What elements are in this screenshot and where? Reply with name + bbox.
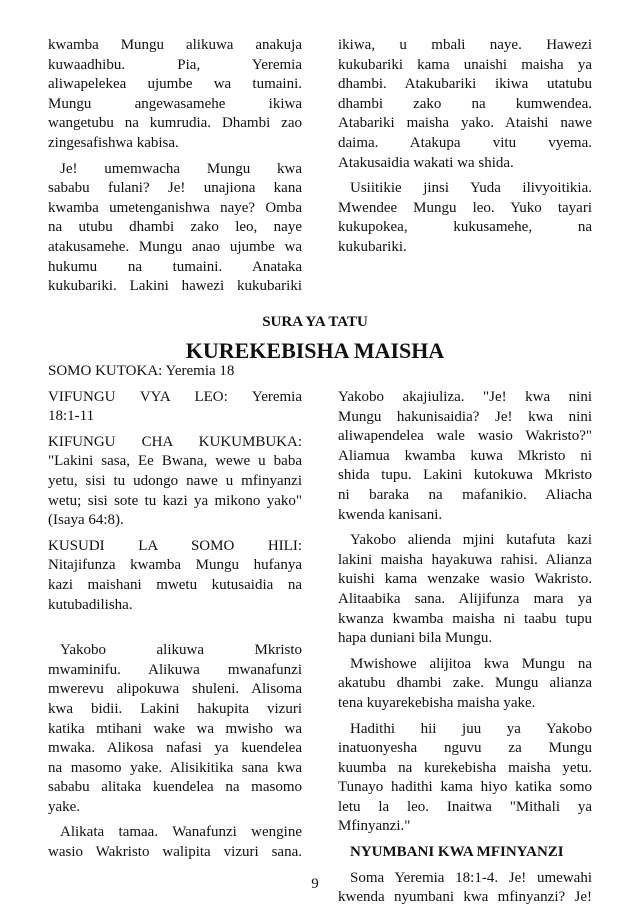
bottom-right-column: [338, 388, 592, 914]
text-line: hukumu na tumaini. Anataka: [48, 258, 302, 275]
top-left-column: [48, 36, 302, 303]
text-line: Hadithi hii juu ya Yakobo: [350, 720, 592, 737]
text-line: kuishi kama wenzake wasio Wakristo.: [338, 571, 592, 588]
text-line: akatubu dhambi zake. Mungu alianza: [338, 675, 592, 692]
text-line: KIFUNGU CHA KUKUMBUKA:: [48, 433, 302, 450]
text-line: Atabariki maisha yako. Ataishi nawe: [338, 115, 592, 132]
text-line: inatuonyesha nguvu za Mungu: [338, 740, 592, 757]
text-line: 18:1-11: [48, 408, 95, 425]
paragraph: [338, 531, 592, 649]
text-line: lakini maisha hayakuwa rahisi. Alianza: [338, 551, 592, 568]
text-line: Mwendee Mungu leo. Yuko tayari: [338, 199, 592, 216]
text-line: zingesafishwa kabisa.: [48, 134, 179, 151]
paragraph: [48, 160, 302, 297]
text-line: Je! umemwacha Mungu kwa: [60, 160, 302, 177]
section-heading: NYUMBANI KWA MFINYANZI: [350, 844, 564, 861]
text-line: Yakobo akajiuliza. "Je! kwa nini: [338, 389, 592, 405]
text-line: aliwapendelea wale wasio Wakristo?": [338, 428, 592, 445]
paragraph: [48, 388, 302, 427]
text-line: kwenda kanisani.: [338, 506, 443, 523]
text-line: Atakusaidia wakati wa shida.: [338, 154, 514, 171]
text-line: yetu, sisi tu udongo nawe u mfinyanzi: [48, 472, 302, 489]
text-line: wangetubu na kumrudia. Dhambi zao: [48, 115, 302, 132]
text-line: "Lakini sasa, Ee Bwana, wewe u baba: [48, 453, 302, 470]
paragraph: [48, 362, 302, 382]
text-line: ni baraka na mafanikio. Aliacha: [338, 486, 592, 503]
text-line: Aliamua kwamba kuwa Mkristo ni: [338, 447, 592, 464]
paragraph: [48, 537, 302, 615]
text-line: KUSUDI LA SOMO HILI:: [48, 537, 302, 554]
paragraph: [338, 36, 592, 173]
text-line: yake.: [48, 798, 81, 815]
text-line: wasio Wakristo walipita vizuri sana.: [48, 844, 302, 861]
text-line: katika mtihani wake wa mwisho wa: [48, 720, 302, 737]
text-line: sababu alitaka kuendelea na masomo: [48, 779, 302, 796]
text-line: kazi maishani mwetu kutusaidia na: [48, 576, 302, 593]
text-line: atakusamehe. Mungu anao ujumbe wa: [48, 238, 302, 255]
text-line: aliwapelekea ujumbe wa tumaini.: [48, 76, 302, 93]
text-line: Alikata tamaa. Wanafunzi wengine: [60, 824, 302, 841]
paragraph: [48, 823, 302, 862]
text-line: tena kuyarekebisha maisha yake.: [338, 694, 536, 711]
text-line: Yakobo alienda mjini kutafuta kazi: [350, 532, 592, 549]
text-line: Yakobo alikuwa Mkristo: [60, 642, 302, 659]
text-line: Usiitikie jinsi Yuda ilivyoitikia.: [350, 180, 592, 197]
text-line: kwamba Mungu alikuwa anakuja: [48, 37, 302, 53]
text-line: kukupokea, kukusamehe, na: [338, 219, 592, 236]
chapter-title: KUREKEBISHA MAISHA: [185, 338, 445, 363]
text-line: Tunayo hadithi kama hiyo katika somo: [338, 779, 592, 796]
text-line: Mungu hakunisaidia? Je! kwa nini: [338, 408, 592, 425]
text-line: na masomo yake. Alisikitika sana kwa: [48, 759, 302, 776]
text-line: kwa bidii. Lakini hakupita vizuri: [48, 700, 302, 717]
text-line: wetu; sisi sote tu kazi ya mikono yako": [48, 492, 302, 509]
text-line: na utubu dhambi zako leo, naye: [48, 219, 302, 236]
text-line: kwanza kwamba maisha ni taabu tupu: [338, 610, 592, 627]
text-line: kwamba umetenganishwa naye? Omba: [48, 199, 302, 216]
text-line: kutubadilisha.: [48, 596, 133, 613]
text-line: kukubariki kama unaishi maisha ya: [338, 56, 592, 73]
text-line: sababu fulani? Je! unajiona kana: [48, 180, 302, 197]
text-line: Soma Yeremia 18:1-4. Je! umewahi: [350, 869, 592, 886]
bottom-left-column: [48, 362, 302, 869]
text-line: Mfinyanzi.": [338, 818, 411, 835]
text-line: shida tupu. Lakini kutokuwa Mkristo: [338, 467, 592, 484]
text-line: daima. Atakupa vitu vyema.: [338, 134, 592, 151]
text-line: kwenda nyumbani kwa mfinyanzi? Je!: [338, 889, 592, 906]
text-line: Nitajifunza kwamba Mungu hufanya: [48, 557, 302, 574]
text-line: kuumba na kurekebisha maisha yetu.: [338, 759, 592, 776]
text-line: mwerevu alipokuwa shuleni. Alisoma: [48, 681, 302, 698]
text-line: VIFUNGU VYA LEO: Yeremia: [48, 388, 302, 405]
text-line: hapa duniani bila Mungu.: [338, 630, 493, 647]
paragraph: [48, 36, 302, 154]
paragraph: [338, 720, 592, 838]
paragraph: [48, 433, 302, 531]
paragraph: [338, 388, 592, 525]
text-line: Alitaabika sana. Alijifunza mara ya: [338, 590, 592, 607]
chapter-label: SURA YA TATU: [262, 314, 368, 330]
text-line: Mungu angewasamehe ikiwa: [48, 95, 302, 112]
text-line: dhambi zako na kumwendea.: [338, 95, 592, 112]
text-line: kukubariki.: [338, 238, 407, 255]
text-line: dhambi. Atakubariki ikiwa utatubu: [338, 76, 592, 93]
text-line: kukubariki. Lakini hawezi kukubariki: [48, 278, 302, 295]
page-number: 9: [311, 876, 319, 892]
text-line: SOMO KUTOKA: Yeremia 18: [48, 363, 235, 379]
text-line: (Isaya 64:8).: [48, 512, 124, 529]
text-line: letu la leo. Inaitwa "Mithali ya: [338, 798, 592, 815]
paragraph: [338, 655, 592, 714]
top-right-column: [338, 36, 592, 264]
text-line: Mwishowe alijitoa kwa Mungu na: [350, 655, 592, 672]
text-line: kuwaadhibu. Pia, Yeremia: [48, 56, 302, 73]
paragraph: [338, 179, 592, 257]
text-line: ikiwa, u mbali naye. Hawezi: [338, 37, 592, 53]
text-line: mwaminifu. Alikuwa mwanafunzi: [48, 661, 302, 678]
paragraph: [48, 641, 302, 817]
text-line: mwaka. Alikosa nafasi ya kuendelea: [48, 740, 302, 757]
